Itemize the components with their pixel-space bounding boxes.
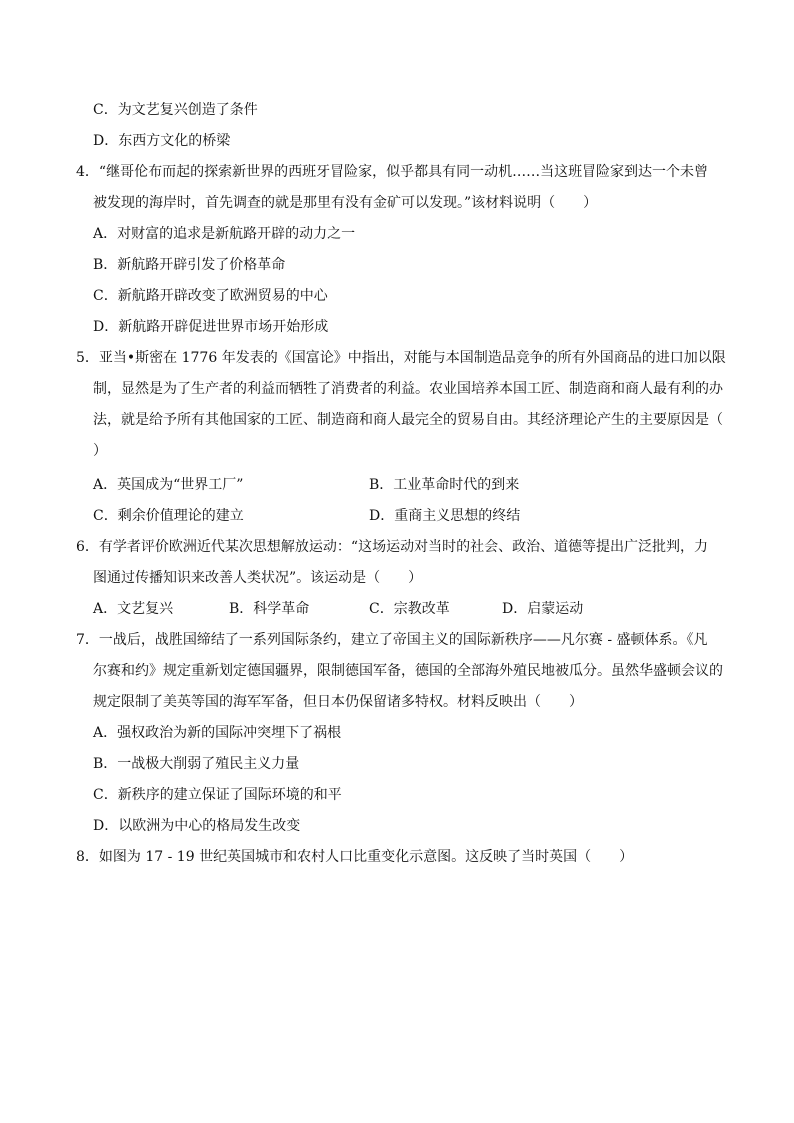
q6-option-d: D．启蒙运动 xyxy=(502,601,584,617)
q4-stem-line-1: 4．“继哥伦布而起的探索新世界的西班牙冒险家，似乎都具有同一动机……当这班冒险家到达一个未曾 xyxy=(76,164,709,180)
q4-option-b: B．新航路开辟引发了价格革命 xyxy=(93,257,286,273)
q7-stem-line-3: 规定限制了美英等国的海军军备，但日本仍保留诸多特权。材料反映出（ ） xyxy=(93,694,583,710)
option-c-prev: C．为文艺复兴创造了条件 xyxy=(93,102,258,118)
q6-option-c: C．宗教改革 xyxy=(369,601,450,617)
q5-option-d: D．重商主义思想的终结 xyxy=(369,508,521,524)
q6-stem-line-2: 图通过传播知识来改善人类状况”。该运动是（ ） xyxy=(93,570,423,586)
q4-option-c: C．新航路开辟改变了欧洲贸易的中心 xyxy=(93,288,328,304)
q5-stem-line-3: 法，就是给予所有其他国家的工匠、制造商和商人最完全的贸易自由。其经济理论产生的主要原因是（ xyxy=(93,412,723,428)
q7-option-c: C．新秩序的建立保证了国际环境的和平 xyxy=(93,787,342,803)
q5-option-c: C．剩余价值理论的建立 xyxy=(93,508,244,524)
q4-option-d: D．新航路开辟促进世界市场开始形成 xyxy=(93,319,329,335)
q5-stem-line-2: 制，显然是为了生产者的利益而牺牲了消费者的利益。农业国培养本国工匠、制造商和商人最有利的办 xyxy=(93,381,723,397)
q4-option-a: A．对财富的追求是新航路开辟的动力之一 xyxy=(93,226,356,242)
q7-stem-line-2: 尔赛和约》规定重新划定德国疆界，限制德国军备，德国的全部海外殖民地被瓜分。虽然华盛顿会议的 xyxy=(93,663,723,679)
q4-stem-line-2: 被发现的海岸时，首先调查的就是那里有没有金矿可以发现。”该材料说明（ ） xyxy=(93,195,598,211)
q6-stem-line-1: 6．有学者评价欧洲近代某次思想解放运动：“这场运动对当时的社会、政治、道德等提出广泛批判，力 xyxy=(76,539,709,555)
option-d-prev: D．东西方文化的桥梁 xyxy=(93,133,231,149)
q5-option-a: A．英国成为“世界工厂” xyxy=(93,477,244,493)
q5-option-b: B．工业革命时代的到来 xyxy=(369,477,520,493)
q5-stem-line-4: ） xyxy=(93,443,107,459)
q7-option-a: A．强权政治为新的国际冲突埋下了祸根 xyxy=(93,725,342,741)
q8-stem-line-1: 8．如图为 17 - 19 世纪英国城市和农村人口比重变化示意图。这反映了当时英国（ ） xyxy=(76,849,634,865)
q5-stem-line-1: 5．亚当•斯密在 1776 年发表的《国富论》中指出，对能与本国制造品竞争的所有外国商品的进口加以限 xyxy=(76,350,726,366)
q6-option-b: B．科学革命 xyxy=(229,601,310,617)
q7-option-b: B．一战极大削弱了殖民主义力量 xyxy=(93,756,300,772)
q7-stem-line-1: 7．一战后，战胜国缔结了一系列国际条约，建立了帝国主义的国际新秩序——凡尔赛 - 盛顿体系。《凡 xyxy=(76,632,708,648)
q7-option-d: D．以欧洲为中心的格局发生改变 xyxy=(93,818,301,834)
q6-option-a: A．文艺复兴 xyxy=(93,601,174,617)
